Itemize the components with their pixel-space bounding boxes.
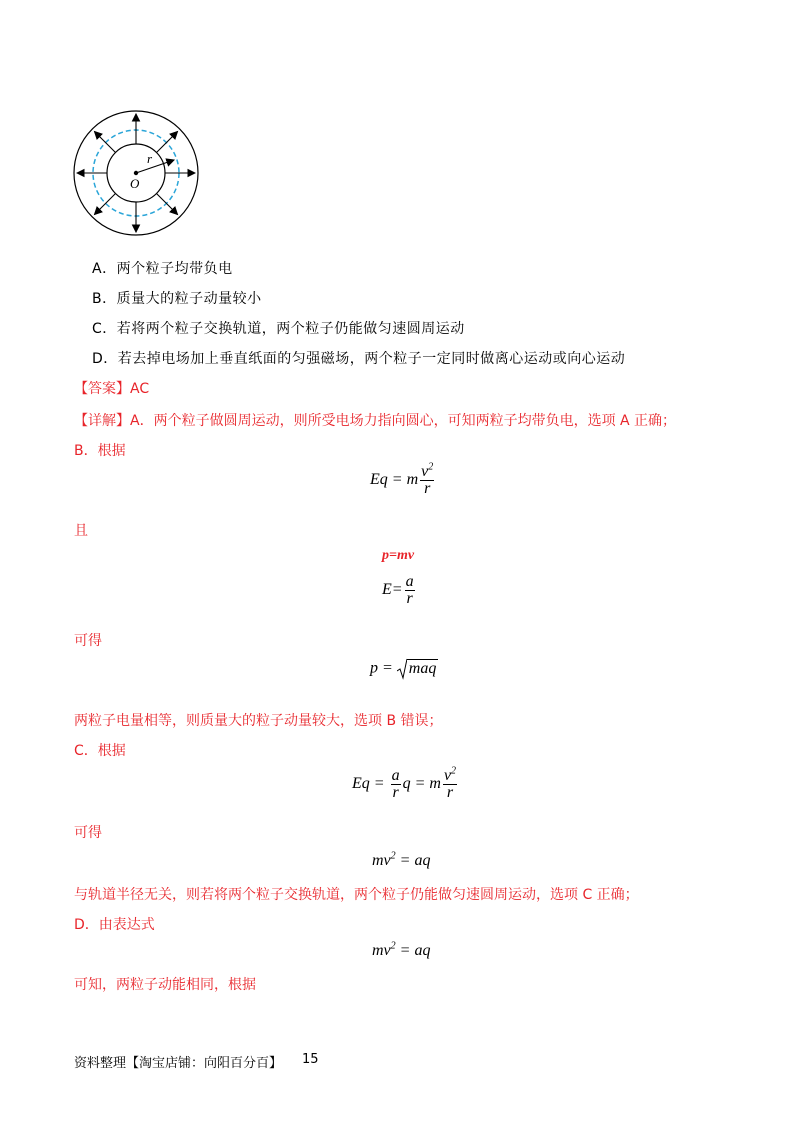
formula-p-mv: p=mv — [382, 548, 415, 563]
option-b: B．质量大的粒子动量较小 — [92, 291, 262, 307]
f1-fraction — [420, 461, 434, 497]
detail-b-intro: B．根据 — [74, 443, 126, 459]
f2-den: r — [406, 590, 413, 607]
f4-lhs: Eq — [352, 775, 370, 793]
f4-fraction-1 — [391, 768, 401, 801]
f6-exp: 2 — [390, 940, 396, 952]
f2-fraction — [405, 574, 415, 607]
f1-lhs: Eq — [370, 471, 388, 489]
detail-d-intro: D．由表达式 — [74, 917, 155, 933]
radius-line — [136, 160, 174, 173]
f4-num2: v — [443, 767, 452, 784]
detail-c-conclusion: 与轨道半径无关，则若将两个粒子交换轨道，两个粒子仍能做匀速圆周运动，选项 C 正确； — [74, 887, 639, 903]
f1-num: v — [421, 463, 429, 480]
f4-den1: r — [392, 784, 399, 801]
f1-den: r — [420, 480, 434, 497]
detail-so-1: 可得 — [74, 633, 102, 649]
answer-label: 【答案】 — [74, 381, 130, 397]
detail-so-2: 可得 — [74, 825, 102, 841]
answer-line — [74, 378, 149, 398]
f5-lhs: mv — [372, 852, 391, 869]
center-label: O — [130, 176, 140, 191]
f1-eq: = m — [387, 471, 419, 489]
detail-d-conclusion: 可知，两粒子动能相同，根据 — [74, 977, 256, 993]
sqrt-sign — [397, 658, 407, 680]
f3-lhs: p — [370, 659, 378, 677]
detail-b-conclusion: 两粒子电量相等，则质量大的粒子动量较大，选项 B 错误； — [74, 713, 443, 729]
f6-lhs: mv — [372, 942, 391, 959]
radius-label: r — [147, 151, 153, 166]
f5-exp: 2 — [390, 850, 396, 862]
f3-radicand: maq — [408, 659, 437, 677]
option-d: D．若去掉电场加上垂直纸面的匀强磁场，两个粒子一定同时做离心运动或向心运动 — [92, 351, 626, 367]
page-number: 15 — [302, 1052, 319, 1067]
f3-eq: = — [378, 659, 397, 677]
formula-eq-aq-mv2 — [352, 765, 459, 801]
detail-a-text: A．两个粒子做圆周运动，则所受电场力指向圆心，可知两粒子均带负电，选项 A 正确； — [130, 413, 677, 429]
f1-exp: 2 — [428, 461, 434, 473]
detail-c-intro: C．根据 — [74, 743, 126, 759]
formula-p-sqrt-maq — [370, 658, 438, 680]
f2-num: a — [405, 573, 414, 590]
option-a: A．两个粒子均带负电 — [92, 261, 233, 277]
f2-lhs: E — [382, 581, 392, 599]
f4-mid: q = m — [402, 775, 441, 793]
answer-value: AC — [130, 381, 150, 397]
detail-and: 且 — [74, 523, 88, 539]
center-dot — [134, 171, 138, 175]
option-c: C．若将两个粒子交换轨道，两个粒子仍能做匀速圆周运动 — [92, 321, 465, 337]
formula-e-a-r — [382, 574, 417, 607]
formula-eq-mv2-r — [370, 461, 436, 497]
f4-eq1: = — [369, 775, 389, 793]
f4-fraction-2 — [443, 765, 457, 801]
detail-label: 【详解】 — [74, 413, 130, 429]
f2-eq: = — [391, 581, 403, 599]
detail-line-a — [74, 410, 676, 430]
f4-num1: a — [391, 767, 400, 784]
formula-mv2-aq-2 — [372, 942, 430, 960]
footer-source: 资料整理【淘宝店铺：向阳百分百】 — [74, 1056, 283, 1071]
f4-exp2: 2 — [451, 765, 457, 777]
field-diagram — [70, 104, 210, 244]
f4-den2: r — [443, 784, 457, 801]
f5-rhs: = aq — [395, 852, 431, 869]
f6-rhs: = aq — [395, 942, 431, 959]
formula-mv2-aq-1 — [372, 852, 430, 870]
